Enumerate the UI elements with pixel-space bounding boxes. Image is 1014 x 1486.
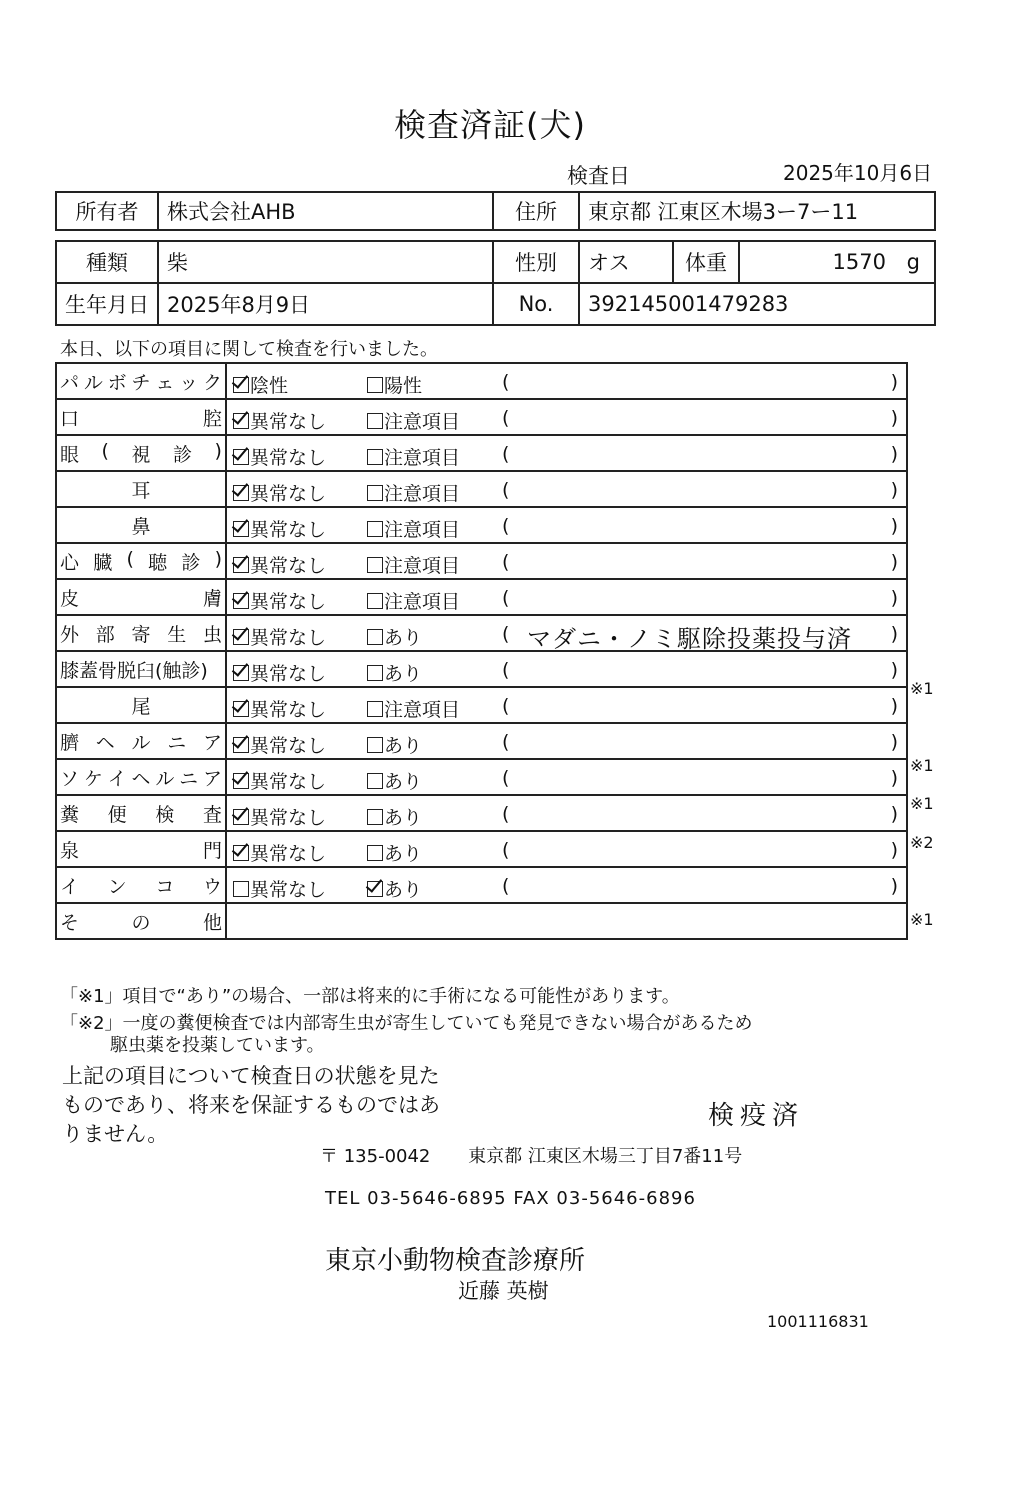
label-char: (	[126, 547, 134, 570]
paren-close: )	[890, 875, 898, 897]
check-item-result	[226, 435, 907, 471]
label-char: イ	[107, 767, 127, 790]
option-1[interactable]	[233, 659, 326, 686]
check-note: ※2	[910, 832, 934, 852]
checkbox-icon[interactable]	[367, 881, 383, 897]
option-1[interactable]	[233, 839, 326, 866]
no-value: 392145001479283	[579, 283, 935, 325]
check-item-label	[56, 471, 226, 507]
option-2-label: あり	[384, 771, 423, 793]
label-char: ニ	[179, 767, 199, 790]
label-char: )	[214, 547, 222, 570]
label-char: ル	[83, 371, 103, 394]
check-item-result	[226, 507, 907, 543]
check-row	[56, 435, 907, 471]
label-char: パ	[60, 371, 80, 394]
label-char: (	[101, 439, 109, 462]
check-row	[56, 759, 907, 795]
label-char: コ	[155, 875, 175, 898]
option-2-label: あり	[384, 843, 423, 865]
option-2-label: 注意項目	[384, 519, 461, 541]
weight-unit: g	[906, 250, 920, 274]
label-char: 外	[60, 623, 80, 646]
no-label: No.	[493, 283, 579, 325]
option-1[interactable]	[233, 407, 326, 434]
label-char: ソ	[60, 767, 80, 790]
paren-open: (	[502, 407, 510, 429]
checkbox-icon[interactable]	[233, 449, 249, 465]
label-char: 生	[167, 623, 187, 646]
check-item-label-text	[60, 404, 222, 431]
paren-open: (	[502, 875, 510, 897]
checkbox-icon[interactable]	[233, 773, 249, 789]
paren-close: )	[890, 479, 898, 501]
label-char: 検	[155, 803, 175, 826]
label-char: 口	[60, 407, 80, 430]
checkbox-icon[interactable]	[367, 413, 383, 429]
option-2-label: 注意項目	[384, 447, 461, 469]
paren-open: (	[502, 587, 510, 609]
option-1[interactable]	[233, 551, 326, 578]
option-2[interactable]	[367, 479, 460, 506]
checkbox-icon[interactable]	[233, 485, 249, 501]
option-2[interactable]	[367, 587, 460, 614]
option-2-label: あり	[384, 807, 423, 829]
checkbox-icon[interactable]	[233, 881, 249, 897]
check-item-label-text	[60, 440, 222, 467]
paren-open: (	[502, 767, 510, 789]
paren-open: (	[502, 515, 510, 537]
document-title: 検査済証(犬)	[394, 106, 586, 144]
checkbox-icon[interactable]	[367, 449, 383, 465]
checkbox-icon[interactable]	[233, 521, 249, 537]
label-char: イ	[60, 875, 80, 898]
label-char: ア	[202, 767, 222, 790]
option-2[interactable]	[367, 731, 422, 758]
label-char: ン	[107, 875, 127, 898]
option-1[interactable]	[233, 731, 326, 758]
check-item-label	[56, 651, 226, 687]
clinic-phone-fax: TEL 03-5646-6895 FAX 03-5646-6896	[325, 1188, 696, 1209]
check-row-other	[56, 903, 907, 939]
check-item-result	[226, 399, 907, 435]
check-item-label	[56, 507, 226, 543]
paren-close: )	[890, 731, 898, 753]
check-item-label	[56, 615, 226, 651]
owner-table	[55, 191, 936, 231]
check-item-label-text	[60, 800, 222, 827]
footnote-1: 「※1」項目で“あり”の場合、一部は将来的に手術になる可能性があります。	[60, 986, 680, 1007]
check-row	[56, 399, 907, 435]
clinic-address-line	[320, 1142, 742, 1168]
label-char: 便	[107, 803, 127, 826]
option-2-label: あり	[384, 663, 423, 685]
paren-close: )	[890, 407, 898, 429]
dob-label: 生年月日	[56, 283, 158, 325]
label-char: ッ	[179, 371, 199, 394]
option-1[interactable]	[233, 479, 326, 506]
label-char: の	[131, 911, 151, 934]
label-char: 泉	[60, 839, 80, 862]
check-item-label	[56, 867, 226, 903]
option-2[interactable]	[367, 767, 422, 794]
label-char: 腔	[202, 407, 222, 430]
label-char: 虫	[202, 623, 222, 646]
paren-open: (	[502, 551, 510, 573]
check-item-label	[56, 399, 226, 435]
check-row	[56, 615, 907, 651]
check-row	[56, 867, 907, 903]
option-1-label: 異常なし	[250, 591, 327, 613]
option-2[interactable]	[367, 515, 460, 542]
check-row	[56, 471, 907, 507]
label-char: ヘ	[131, 767, 151, 790]
label-char: 診	[181, 551, 201, 574]
label-char: 部	[95, 623, 115, 646]
check-row	[56, 723, 907, 759]
label-char: 他	[202, 911, 222, 934]
paren-open: (	[502, 731, 510, 753]
checkbox-icon[interactable]	[367, 701, 383, 717]
checkbox-icon[interactable]	[233, 665, 249, 681]
option-1[interactable]	[233, 767, 326, 794]
label-char: 皮	[60, 587, 80, 610]
check-row	[56, 579, 907, 615]
inspection-date-label: 検査日	[567, 164, 630, 188]
checkbox-icon[interactable]	[367, 737, 383, 753]
check-item-label-text	[60, 764, 222, 791]
checkbox-icon[interactable]	[233, 701, 249, 717]
paren-open: (	[502, 839, 510, 861]
option-2-label: 陽性	[384, 375, 423, 397]
paren-open: (	[502, 371, 510, 393]
pet-table	[55, 240, 936, 326]
label-char: そ	[60, 911, 80, 934]
option-1[interactable]	[233, 803, 326, 830]
option-2-label: 注意項目	[384, 699, 461, 721]
checkbox-icon[interactable]	[367, 629, 383, 645]
footnote-2-line-1: 「※2」一度の糞便検査では内部寄生虫が寄生していても発見できない場合があるため	[60, 1013, 753, 1034]
check-item-label	[56, 435, 226, 471]
label-char: チ	[131, 371, 151, 394]
checkbox-icon[interactable]	[367, 845, 383, 861]
check-item-label-text: 鼻	[131, 515, 151, 538]
option-1-label: 陰性	[250, 375, 289, 397]
checkbox-icon[interactable]	[233, 557, 249, 573]
paren-open: (	[502, 803, 510, 825]
checkbox-icon[interactable]	[367, 377, 383, 393]
check-item-label-text	[60, 728, 222, 755]
inspection-date: 2025年10月6日	[783, 161, 933, 185]
check-row	[56, 651, 907, 687]
checkbox-icon[interactable]	[233, 737, 249, 753]
check-note: ※1	[910, 756, 934, 775]
option-2[interactable]	[367, 839, 422, 866]
option-1-label: 異常なし	[250, 735, 327, 757]
label-char: ニ	[167, 731, 187, 754]
label-char: )	[214, 439, 222, 462]
checks-table	[55, 362, 908, 940]
disclaimer: 上記の項目について検査日の状態を見たものであり、将来を保証するものではありません。	[62, 1064, 440, 1146]
option-2-label: 注意項目	[384, 411, 461, 433]
option-2[interactable]	[367, 623, 422, 650]
paren-close: )	[890, 587, 898, 609]
footnote-2-line-2: 駆虫薬を投薬しています。	[110, 1035, 325, 1056]
option-2-label: あり	[384, 627, 423, 649]
option-1-label: 異常なし	[250, 519, 327, 541]
label-char: 膚	[202, 587, 222, 610]
check-item-label-text	[60, 872, 222, 899]
check-item-label-text	[60, 620, 222, 647]
option-2-label: 注意項目	[384, 591, 461, 613]
option-1-label: 異常なし	[250, 447, 327, 469]
doctor-name: 近藤 英樹	[458, 1279, 549, 1303]
paren-open: (	[502, 479, 510, 501]
owner-label: 所有者	[56, 192, 158, 230]
checkbox-icon[interactable]	[367, 593, 383, 609]
check-item-result	[226, 759, 907, 795]
option-2[interactable]	[367, 371, 422, 398]
label-char: ヘ	[95, 731, 115, 754]
option-1-label: 異常なし	[250, 627, 327, 649]
check-item-label	[56, 795, 226, 831]
check-item-result	[226, 579, 907, 615]
check-item-result	[226, 471, 907, 507]
checkbox-icon[interactable]	[367, 557, 383, 573]
check-row	[56, 795, 907, 831]
label-char: ェ	[155, 371, 175, 394]
label-char: 心	[60, 551, 80, 574]
option-1-label: 異常なし	[250, 483, 327, 505]
option-2[interactable]	[367, 695, 460, 722]
label-char: 聴	[148, 551, 168, 574]
owner-value: 株式会社AHB	[158, 192, 493, 230]
dob-value: 2025年8月9日	[158, 283, 493, 325]
label-char: 門	[202, 839, 222, 862]
weight-label: 体重	[673, 241, 739, 283]
option-1-label: 異常なし	[250, 699, 327, 721]
check-item-label-text	[60, 836, 222, 863]
label-char: ボ	[107, 371, 127, 394]
check-row	[56, 543, 907, 579]
check-item-result	[226, 651, 907, 687]
check-item-result	[226, 831, 907, 867]
paren-close: )	[890, 515, 898, 537]
checkbox-icon[interactable]	[233, 593, 249, 609]
option-2[interactable]	[367, 875, 422, 902]
sex-value: オス	[579, 241, 673, 283]
checkbox-icon[interactable]	[367, 521, 383, 537]
check-item-result	[226, 363, 907, 399]
check-note: ※1	[910, 679, 934, 699]
paren-open: (	[502, 695, 510, 717]
check-item-result	[226, 687, 907, 723]
label-char: 眼	[60, 443, 80, 466]
check-row	[56, 831, 907, 867]
check-item-label	[56, 579, 226, 615]
check-note: ※1	[910, 909, 934, 929]
check-item-label	[56, 831, 226, 867]
other-label-text	[60, 908, 222, 935]
option-1-label: 異常なし	[250, 555, 327, 577]
option-2[interactable]	[367, 551, 460, 578]
paren-close: )	[890, 695, 898, 717]
label-char: ア	[202, 731, 222, 754]
check-item-label-text: 耳	[131, 479, 151, 502]
option-1[interactable]	[233, 623, 326, 650]
check-item-label-text: 膝蓋骨脱臼(触診)	[60, 659, 208, 682]
checkbox-icon[interactable]	[367, 773, 383, 789]
label-char: ケ	[83, 767, 103, 790]
postal-code: 〒 135-0042	[320, 1146, 431, 1167]
option-1[interactable]	[233, 587, 326, 614]
weight-cell	[739, 241, 935, 283]
checkbox-icon[interactable]	[233, 377, 249, 393]
option-2-label: あり	[384, 735, 423, 757]
label-char: 寄	[131, 623, 151, 646]
weight-value: 1570	[832, 250, 886, 274]
paren-close: )	[890, 551, 898, 573]
option-1-label: 異常なし	[250, 771, 327, 793]
checkbox-icon[interactable]	[233, 629, 249, 645]
option-1[interactable]	[233, 695, 326, 722]
address-value: 東京都 江東区木場3ー7ー11	[579, 192, 935, 230]
document-code: 1001116831	[767, 1312, 869, 1331]
paren-close: )	[890, 803, 898, 825]
clinic-name: 東京小動物検査診療所	[325, 1246, 586, 1276]
check-note: ※1	[910, 794, 934, 814]
check-item-result	[226, 615, 907, 651]
label-char: 診	[173, 443, 193, 466]
other-value	[226, 903, 907, 939]
option-2-label: 注意項目	[384, 555, 461, 577]
label-char: 臍	[60, 731, 80, 754]
option-1-label: 異常なし	[250, 411, 327, 433]
quarantine-stamp: 検疫済	[708, 1101, 805, 1131]
option-1[interactable]	[233, 515, 326, 542]
checkbox-icon[interactable]	[233, 845, 249, 861]
check-item-result	[226, 723, 907, 759]
checkbox-icon[interactable]	[233, 809, 249, 825]
option-2[interactable]	[367, 659, 422, 686]
check-item-label-text: 尾	[131, 695, 151, 718]
check-item-result	[226, 795, 907, 831]
paren-open: (	[502, 659, 510, 681]
option-2[interactable]	[367, 443, 460, 470]
check-item-label-text	[60, 548, 222, 575]
check-item-label	[56, 759, 226, 795]
option-2[interactable]	[367, 803, 422, 830]
option-1-label: 異常なし	[250, 663, 327, 685]
checkbox-icon[interactable]	[233, 413, 249, 429]
breed-label: 種類	[56, 241, 158, 283]
breed-value: 柴	[158, 241, 493, 283]
check-row	[56, 507, 907, 543]
option-1[interactable]	[233, 443, 326, 470]
label-char: 糞	[60, 803, 80, 826]
option-1-label: 異常なし	[250, 807, 327, 829]
check-row	[56, 687, 907, 723]
checkbox-icon[interactable]	[367, 665, 383, 681]
option-2-label: あり	[384, 879, 423, 901]
label-char: ク	[202, 371, 222, 394]
paren-open: (	[502, 443, 510, 465]
label-char: ル	[155, 767, 175, 790]
check-item-label-text	[60, 368, 222, 395]
label-char: 査	[202, 803, 222, 826]
intro-text: 本日、以下の項目に関して検査を行いました。	[60, 339, 438, 360]
paren-close: )	[890, 659, 898, 681]
check-item-label	[56, 723, 226, 759]
check-item-label-text	[60, 584, 222, 611]
option-2[interactable]	[367, 407, 460, 434]
check-item-label	[56, 687, 226, 723]
label-char: 視	[131, 443, 151, 466]
checkbox-icon[interactable]	[367, 485, 383, 501]
other-label	[56, 903, 226, 939]
clinic-address: 東京都 江東区木場三丁目7番11号	[468, 1146, 743, 1167]
option-1[interactable]	[233, 371, 288, 398]
paren-close: )	[890, 839, 898, 861]
option-2-label: 注意項目	[384, 483, 461, 505]
option-1-label: 異常なし	[250, 843, 327, 865]
paren-close: )	[890, 767, 898, 789]
label-char: 臓	[93, 551, 113, 574]
check-item-result	[226, 543, 907, 579]
address-label: 住所	[493, 192, 579, 230]
check-item-label	[56, 363, 226, 399]
label-char: ル	[131, 731, 151, 754]
option-1-label: 異常なし	[250, 879, 327, 901]
check-comment: マダニ・ノミ駆除投薬投与済	[527, 625, 852, 653]
sex-label: 性別	[493, 241, 579, 283]
check-item-result	[226, 867, 907, 903]
option-1[interactable]	[233, 875, 326, 902]
paren-close: )	[890, 443, 898, 465]
check-row	[56, 363, 907, 399]
check-item-label	[56, 543, 226, 579]
paren-close: )	[890, 623, 898, 645]
paren-close: )	[890, 371, 898, 393]
checkbox-icon[interactable]	[367, 809, 383, 825]
label-char: ウ	[202, 875, 222, 898]
paren-open: (	[502, 623, 510, 645]
